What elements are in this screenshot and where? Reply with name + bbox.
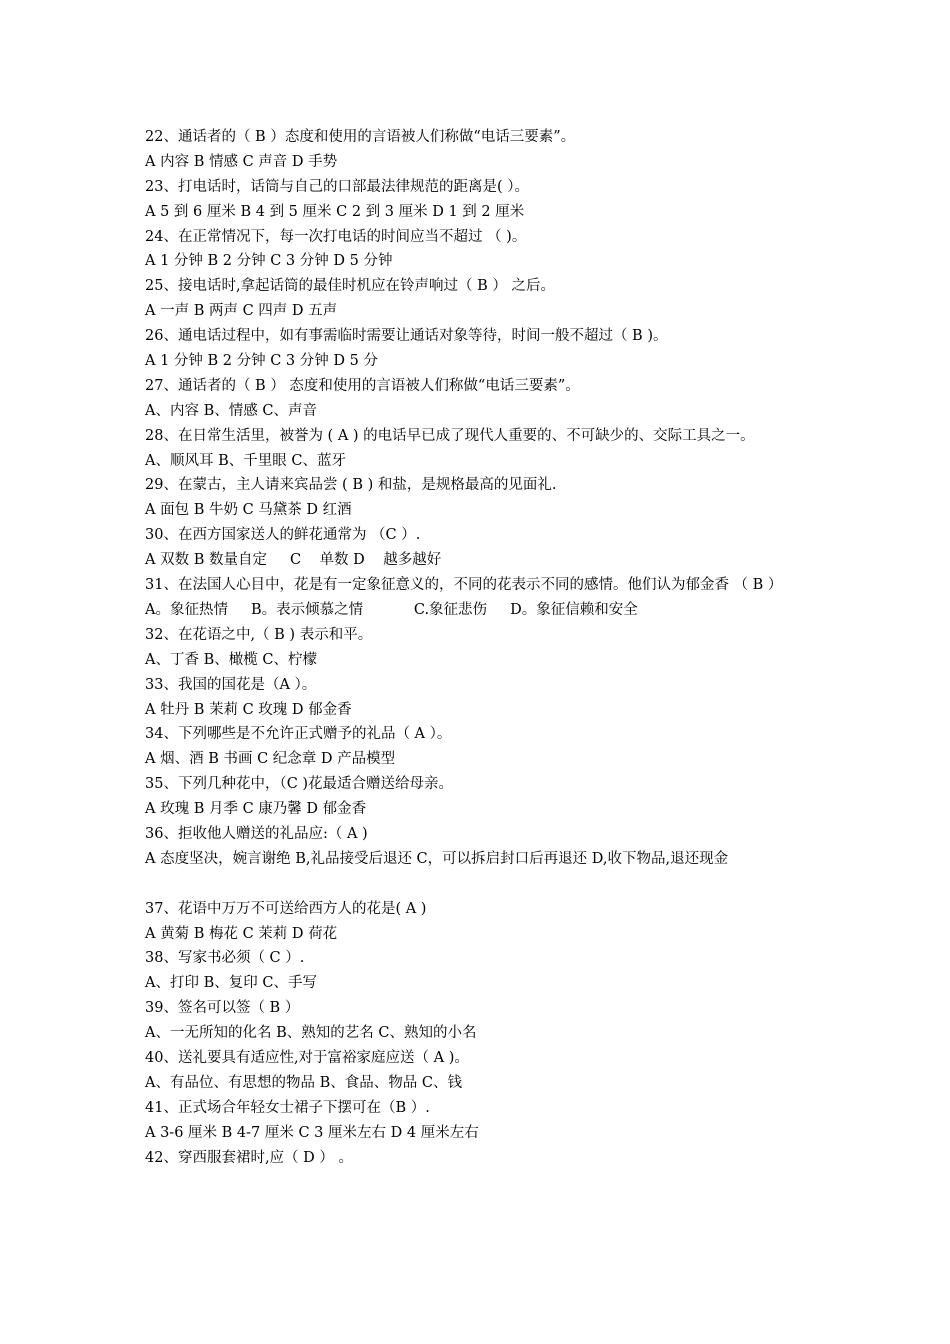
options-23: A 5 到 6 厘米 B 4 到 5 厘米 C 2 到 3 厘米 D 1 到 2 厘米 — [145, 203, 525, 220]
question-30: 30、在西方国家送人的鲜花通常为 （C ）. — [145, 527, 421, 544]
options-24: A 1 分钟 B 2 分钟 C 3 分钟 D 5 分钟 — [145, 253, 393, 270]
question-34: 34、下列哪些是不允许正式赠予的礼品（ A ）。 — [145, 726, 452, 743]
question-39: 39、签名可以签（ B ） — [145, 1000, 300, 1017]
options-29: A 面包 B 牛奶 C 马黛茶 D 红酒 — [145, 502, 352, 519]
question-32: 32、在花语之中,（ B ) 表示和平。 — [145, 626, 373, 643]
options-38: A、打印 B、复印 C、手写 — [145, 975, 317, 992]
options-39: A、一无所知的化名 B、熟知的艺名 C、熟知的小名 — [145, 1025, 477, 1042]
question-37: 37、花语中万万不可送给西方人的花是( A ) — [145, 900, 427, 917]
options-27: A、内容 B、情感 C、声音 — [145, 402, 317, 419]
question-38: 38、写家书必须（ C ）. — [145, 950, 305, 967]
question-27: 27、通话者的（ B ） 态度和使用的言语被人们称做“电话三要素”。 — [145, 377, 580, 394]
options-40: A、有品位、有思想的物品 B、食品、物品 C、钱 — [145, 1074, 462, 1091]
question-36: 36、拒收他人赠送的礼品应:（ A ) — [145, 825, 368, 842]
options-34: A 烟、酒 B 书画 C 纪念章 D 产品模型 — [145, 751, 396, 768]
document-page — [145, 125, 810, 1170]
options-26: A 1 分钟 B 2 分钟 C 3 分钟 D 5 分 — [145, 353, 378, 370]
options-28: A、顺风耳 B、千里眼 C、蓝牙 — [145, 452, 346, 469]
question-41: 41、正式场合年轻女士裙子下摆可在（B ）. — [145, 1099, 430, 1116]
question-29: 29、在蒙古，主人请来宾品尝 ( B ) 和盐，是规格最高的见面礼. — [145, 477, 557, 494]
question-40: 40、送礼要具有适应性,对于富裕家庭应送（ A )。 — [145, 1049, 469, 1066]
options-33: A 牡丹 B 茉莉 C 玫瑰 D 郁金香 — [145, 701, 352, 718]
question-24: 24、在正常情况下，每一次打电话的时间应当不超过 （ )。 — [145, 228, 527, 245]
blank-line — [145, 872, 810, 897]
question-23: 23、打电话时，话筒与自己的口部最法律规范的距离是( ）。 — [145, 178, 529, 195]
question-26: 26、通电话过程中，如有事需临时需要让通话对象等待，时间一般不超过（ B )。 — [145, 328, 668, 345]
question-42: 42、穿西服套裙时,应（ D ） 。 — [145, 1149, 354, 1166]
question-22: 22、通话者的（ B ）态度和使用的言语被人们称做“电话三要素”。 — [145, 129, 576, 145]
question-25: 25、接电话时,拿起话筒的最佳时机应在铃声响过（ B ） 之后。 — [145, 278, 556, 295]
options-35: A 玫瑰 B 月季 C 康乃馨 D 郁金香 — [145, 801, 367, 818]
options-25: A 一声 B 两声 C 四声 D 五声 — [145, 303, 338, 320]
question-31: 31、在法国人心目中，花是有一定象征意义的，不同的花表示不同的感情。他们认为郁金香 （ B ） — [145, 577, 783, 594]
options-37: A 黄菊 B 梅花 C 茉莉 D 荷花 — [145, 925, 338, 942]
options-41: A 3-6 厘米 B 4-7 厘米 C 3 厘米左右 D 4 厘米左右 — [145, 1124, 479, 1141]
question-28: 28、在日常生活里，被誉为 ( A ) 的电话早已成了现代人重要的、不可缺少的、交际工具之一。 — [145, 427, 755, 444]
options-31: A。象征热情 B。表示倾慕之情 C.象征悲伤 D。象征信赖和安全 — [145, 601, 638, 618]
question-33: 33、我国的国花是（A ）。 — [145, 676, 317, 693]
options-36: A 态度坚决，婉言谢绝 B,礼品接受后退还 C，可以拆启封口后再退还 D,收下物品,退还现金 — [145, 850, 729, 867]
question-35: 35、下列几种花中，（C )花最适合赠送给母亲。 — [145, 776, 454, 793]
options-32: A、丁香 B、橄榄 C、柠檬 — [145, 651, 317, 668]
options-22: A 内容 B 情感 C 声音 D 手势 — [145, 153, 338, 170]
options-30: A 双数 B 数量自定 C 单数 D 越多越好 — [145, 552, 442, 569]
